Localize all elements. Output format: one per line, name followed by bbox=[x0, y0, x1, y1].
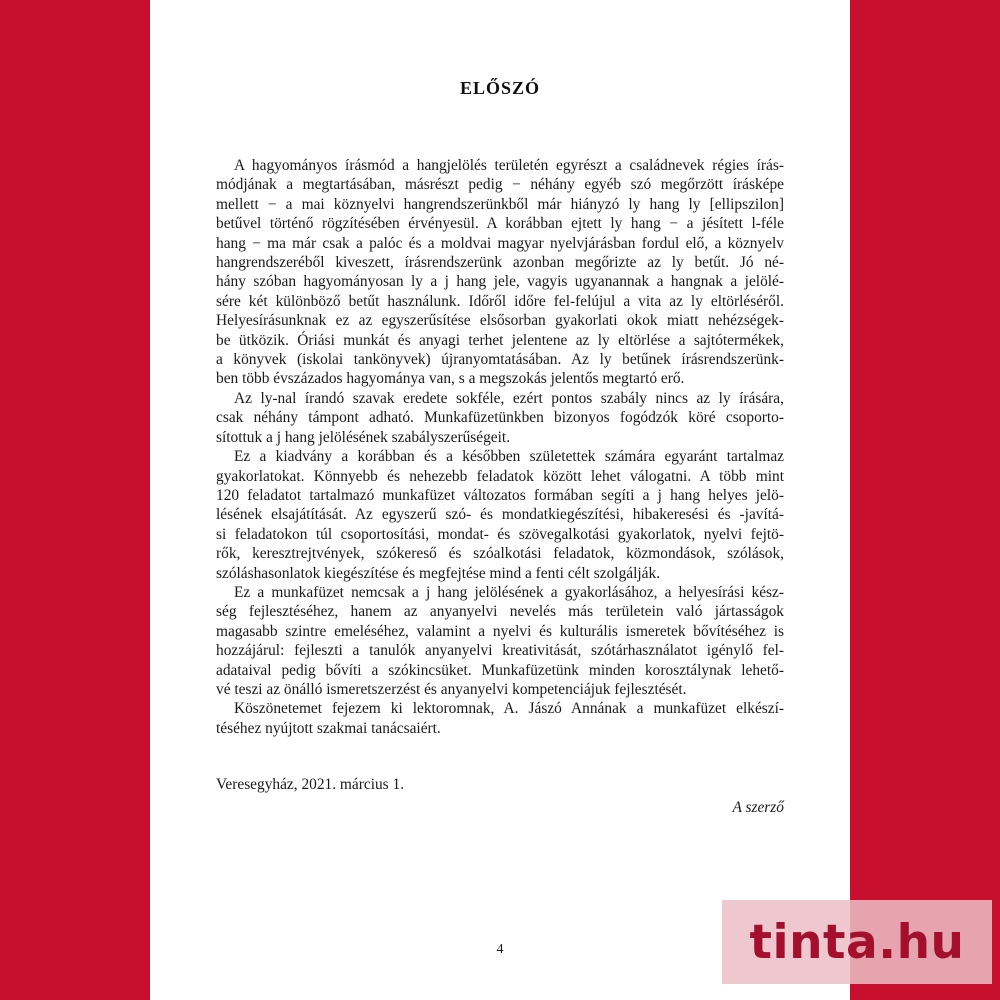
date-line: Veresegyház, 2021. március 1. bbox=[216, 776, 405, 793]
text-line: Ez a kiadvány a korábban és a későbben születettek számára egyaránt tartalmaz bbox=[234, 448, 784, 466]
watermark-text: tinta.hu bbox=[749, 914, 965, 970]
text-line: hang − ma már csak a palóc és a moldvai magyar nyelvjárásban fordul elő, a köznyelv bbox=[216, 234, 784, 252]
text-line: sítottuk a j hang jelölésének szabályszerűségeit. bbox=[216, 428, 511, 446]
text-line: hangrendszeréből kiveszett, írásrendszerünk azonban megőrizte az ly betűt. Jó né- bbox=[216, 254, 784, 272]
text-line: szóláshasonlatok kiegészítése és megfejtése mind a fenti célt szolgálják. bbox=[216, 564, 661, 582]
text-line: ben több évszázados hagyománya van, s a megszokás jelentős megtartó erő. bbox=[216, 370, 685, 388]
page-number: 4 bbox=[496, 942, 504, 957]
text-line: Ez a munkafüzet nemcsak a j hang jelölésének a gyakorlásához, a helyesírási kész- bbox=[234, 583, 784, 601]
text-line: módjának a megtartásában, másrészt pedig − néhány egyéb szó megőrzött írásképe bbox=[216, 176, 784, 194]
page-title: ELŐSZÓ bbox=[459, 78, 541, 98]
text-line: A hagyományos írásmód a hangjelölés területén egyrészt a családnevek régies írás- bbox=[234, 157, 784, 174]
text-line: a könyvek (iskolai tankönyvek) újranyomtatásában. Az ly betűnek írásrendszerünk- bbox=[216, 351, 784, 369]
text-line: lésének elsajátítását. Az egyszerű szó- és mondatkiegészítési, hibakeresési és -javítá- bbox=[216, 506, 784, 524]
text-line: hány szóban hagyományosan ly a j hang jele, vagyis ugyanannak a hangnak a jelölé- bbox=[216, 273, 784, 291]
text-line: Köszönetemet fejezem ki lektoromnak, A. Jászó Annának a munkafüzet elkészí- bbox=[234, 700, 784, 718]
text-line: vé teszi az önálló ismeretszerzést és anyanyelvi kompetenciájuk fejlesztését. bbox=[216, 680, 687, 698]
text-line: mellett − a mai köznyelvi hangrendszerünkből már hiányzó ly hang ly [ellipszilon] bbox=[216, 195, 784, 213]
text-line: Helyesírásunknak ez az egyszerűsítése elsősorban gyakorlati okok miatt nehézségek- bbox=[216, 312, 784, 330]
text-line: be ütközik. Óriási munkát és anyagi terhet jelentene az ly eltörlése a sajtótermékek, bbox=[216, 331, 784, 349]
text-line: téséhez nyújtott szakmai tanácsaiért. bbox=[216, 719, 441, 737]
text-line: rők, keresztrejtvények, szókereső és szóalkotási feladatok, közmondások, szólások, bbox=[216, 545, 784, 563]
text-line: Az ly-nal írandó szavak eredete sokféle, ezért pontos szabály nincs az ly írására, bbox=[234, 389, 784, 407]
text-line: betűvel történő rögzítésében érvényesül. A korábban ejtett ly hang − a jésített l-féle bbox=[216, 215, 784, 233]
text-line: gyakorlatokat. Könnyebb és nehezebb feladatok között lehet válogatni. A több mint bbox=[216, 467, 784, 485]
text-line: magasabb szintre emeléséhez, valamint a nyelvi és kulturális ismeretek bővítéséhez is bbox=[216, 622, 784, 640]
page bbox=[150, 0, 850, 1000]
text-line: 120 feladatot tartalmazó munkafüzet változatos formában segíti a j hang helyes jelö- bbox=[216, 486, 784, 504]
text-line: sére két különböző betűt használunk. Időről időre fel-felújul a vita az ly eltörléséről. bbox=[216, 292, 784, 310]
text-line: hozzájárul: fejleszti a tanulók anyanyelvi kreativitását, szótárhasználatot igénylő fel- bbox=[216, 642, 784, 660]
text-line: ség fejlesztéséhez, hanem az anyanyelvi nevelés más területein való jártasságok bbox=[216, 603, 784, 621]
text-line: csak néhány támpont adható. Munkafüzetünkben bizonyos fogódzók köré csoporto- bbox=[216, 409, 784, 427]
text-line: adataival pedig bővíti a szókincsüket. Munkafüzetünk minden korosztálynak lehető- bbox=[216, 661, 784, 679]
author-signature: A szerző bbox=[732, 799, 784, 816]
watermark-logo bbox=[722, 900, 992, 984]
text-line: si feladatokon túl csoportosítási, mondat- és szövegalkotási gyakorlatok, nyelvi fejtö- bbox=[216, 525, 784, 543]
body-text bbox=[216, 156, 784, 738]
